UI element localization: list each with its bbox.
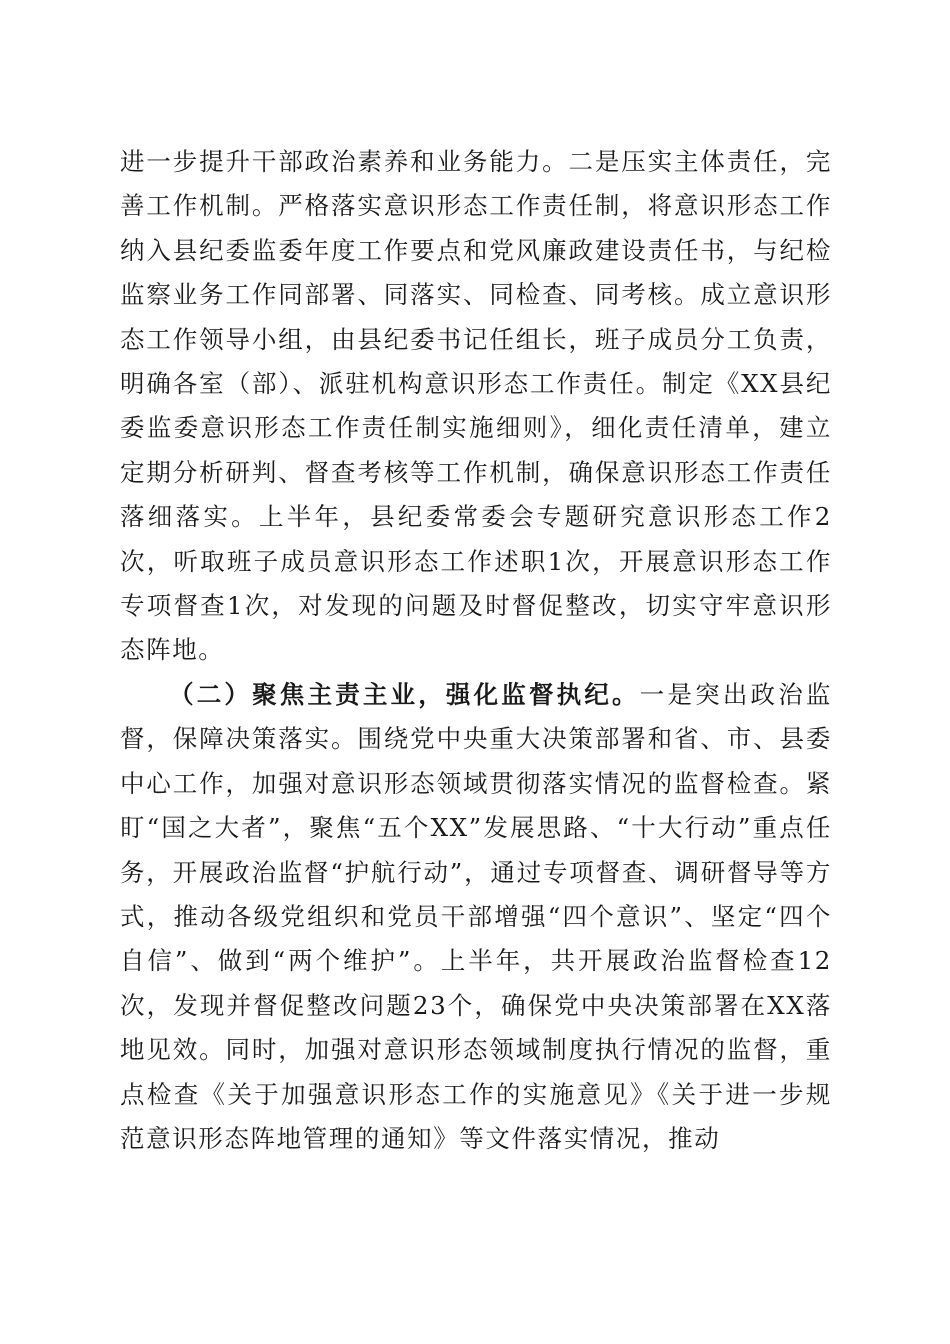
paragraph-section-2 bbox=[120, 673, 832, 1161]
section-body: 一是突出政治监督，保障决策落实。围绕党中央重大决策部署和省、市、县委中心工作，加强对意识形态领域贯彻落实情况的监督检查。紧盯“国之大者”，聚焦“五个XX”发展思路、“十大行动”重点任务，开展政治监督“护航行动”，通过专项督查、调研督导等方式，推动各级党组织和党员干部增强“四个意识”、坚定“四个自信”、做到“两个维护”。上半年，共开展政治监督检查12次，发现并督促整改问题23个，确保党中央决策部署在XX落地见效。同时，加强对意识形态领域制度执行情况的监督，重点检查《关于加强意识形态工作的实施意见》《关于进一步规范意识形态阵地管理的通知》等文件落实情况，推动 bbox=[120, 679, 832, 1153]
paragraph-continued: 进一步提升干部政治素养和业务能力。二是压实主体责任，完善工作机制。严格落实意识形态工作责任制，将意识形态工作纳入县纪委监委年度工作要点和党风廉政建设责任书，与纪检监察业务工作同部署、同落实、同检查、同考核。成立意识形态工作领导小组，由县纪委书记任组长，班子成员分工负责，明确各室（部）、派驻机构意识形态工作责任。制定《XX县纪委监委意识形态工作责任制实施细则》，细化责任清单，建立定期分析研判、督查考核等工作机制，确保意识形态工作责任落细落实。上半年，县纪委常委会专题研究意识形态工作2次，听取班子成员意识形态工作述职1次，开展意识形态工作专项督查1次，对发现的问题及时督促整改，切实守牢意识形态阵地。 bbox=[120, 147, 832, 665]
section-heading: （二）聚焦主责主业，强化监督执纪。 bbox=[169, 679, 640, 709]
document-body bbox=[120, 140, 832, 1161]
